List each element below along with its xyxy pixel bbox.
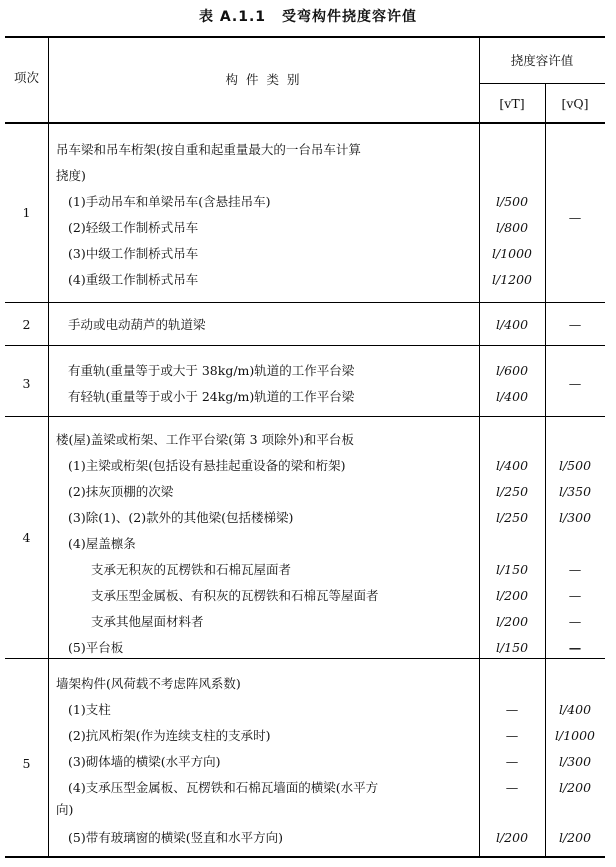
row-index: 4: [22, 530, 31, 545]
row-line: (2)抗风桁架(作为连续支柱的支承时): [68, 728, 271, 743]
vq-value: —: [568, 640, 582, 655]
row-line: 手动或电动葫芦的轨道梁: [68, 317, 206, 332]
vq-value: —: [568, 614, 582, 629]
row-line: (2)抹灰顶棚的次梁: [68, 484, 174, 499]
row-line: 有轻轨(重量等于或小于 24kg/m)轨道的工作平台梁: [68, 389, 355, 404]
row-line: (5)平台板: [68, 640, 124, 655]
vt-value: l/150: [495, 562, 529, 577]
vt-value: l/600: [495, 363, 529, 378]
vt-value: l/150: [495, 640, 529, 655]
row-line: 支承其他屋面材料者: [91, 614, 204, 629]
vq-value: l/200: [558, 780, 592, 795]
row-line: 墙架构件(风荷载不考虑阵风系数): [56, 676, 241, 691]
row-line: (1)支柱: [68, 702, 111, 717]
vt-value: l/400: [495, 458, 529, 473]
row-line: 支承压型金属板、有积灰的瓦楞铁和石棉瓦等屋面者: [91, 588, 379, 603]
row-line: 向): [56, 802, 74, 817]
row-index: 2: [22, 317, 31, 332]
row-index: 3: [22, 376, 31, 391]
header-vq: [vQ]: [561, 96, 589, 111]
row-line: 支承无积灰的瓦楞铁和石棉瓦屋面者: [91, 562, 292, 577]
header-member-type: 构 件 类 别: [225, 72, 302, 87]
vq-value: l/200: [558, 830, 592, 845]
vt-value: l/1200: [491, 272, 533, 287]
vt-value: l/250: [495, 484, 529, 499]
row-line: 挠度): [56, 168, 86, 183]
row-index: 5: [22, 756, 31, 771]
header-item-no: 项次: [13, 70, 39, 85]
vt-value: l/1000: [491, 246, 533, 261]
vt-value: l/500: [495, 194, 529, 209]
vt-value: l/200: [495, 614, 529, 629]
vt-value: l/200: [495, 588, 529, 603]
row-line: 吊车梁和吊车桁架(按自重和起重量最大的一台吊车计算: [56, 142, 361, 157]
row-line: (2)轻级工作制桥式吊车: [68, 220, 199, 235]
row-line: (1)手动吊车和单梁吊车(含悬挂吊车): [68, 194, 271, 209]
header-allowable: 挠度容许值: [510, 53, 574, 68]
vq-value: —: [568, 317, 582, 332]
vq-value: —: [568, 588, 582, 603]
vt-value: l/200: [495, 830, 529, 845]
vt-value: l/250: [495, 510, 529, 525]
row-line: 有重轨(重量等于或大于 38kg/m)轨道的工作平台梁: [68, 363, 355, 378]
vt-value: l/400: [495, 317, 529, 332]
vq-value: —: [568, 210, 582, 225]
row-line: (3)砌体墙的横梁(水平方向): [68, 754, 221, 769]
deflection-table: [5, 36, 605, 858]
vt-value: —: [505, 702, 519, 717]
vq-value: l/350: [558, 484, 592, 499]
vq-value: l/1000: [554, 728, 596, 743]
row-line: (3)除(1)、(2)款外的其他梁(包括楼梯梁): [68, 510, 294, 525]
vq-value: l/500: [558, 458, 592, 473]
vt-value: —: [505, 780, 519, 795]
vt-value: l/400: [495, 389, 529, 404]
row-line: (5)带有玻璃窗的横梁(竖直和水平方向): [68, 830, 283, 845]
header-vt: [vT]: [499, 96, 525, 111]
vt-value: l/800: [495, 220, 529, 235]
vt-value: —: [505, 728, 519, 743]
row-index: 1: [22, 205, 31, 220]
vt-value: —: [505, 754, 519, 769]
vq-value: l/300: [558, 754, 592, 769]
vq-value: —: [568, 376, 582, 391]
table-caption: 受弯构件挠度容许值: [282, 9, 418, 25]
row-line: (3)中级工作制桥式吊车: [68, 246, 199, 261]
table-number: 表 A.1.1: [198, 9, 267, 25]
table-title: [0, 6, 616, 26]
row-line: (4)重级工作制桥式吊车: [68, 272, 199, 287]
vq-value: l/300: [558, 510, 592, 525]
vq-value: l/400: [558, 702, 592, 717]
row-line: 楼(屋)盖梁或桁架、工作平台梁(第 3 项除外)和平台板: [56, 432, 354, 447]
row-line: (4)支承压型金属板、瓦楞铁和石棉瓦墙面的横梁(水平方: [68, 780, 379, 795]
row-line: (1)主梁或桁架(包括设有悬挂起重设备的梁和桁架): [68, 458, 346, 473]
row-line: (4)屋盖檩条: [68, 536, 136, 551]
vq-value: —: [568, 562, 582, 577]
